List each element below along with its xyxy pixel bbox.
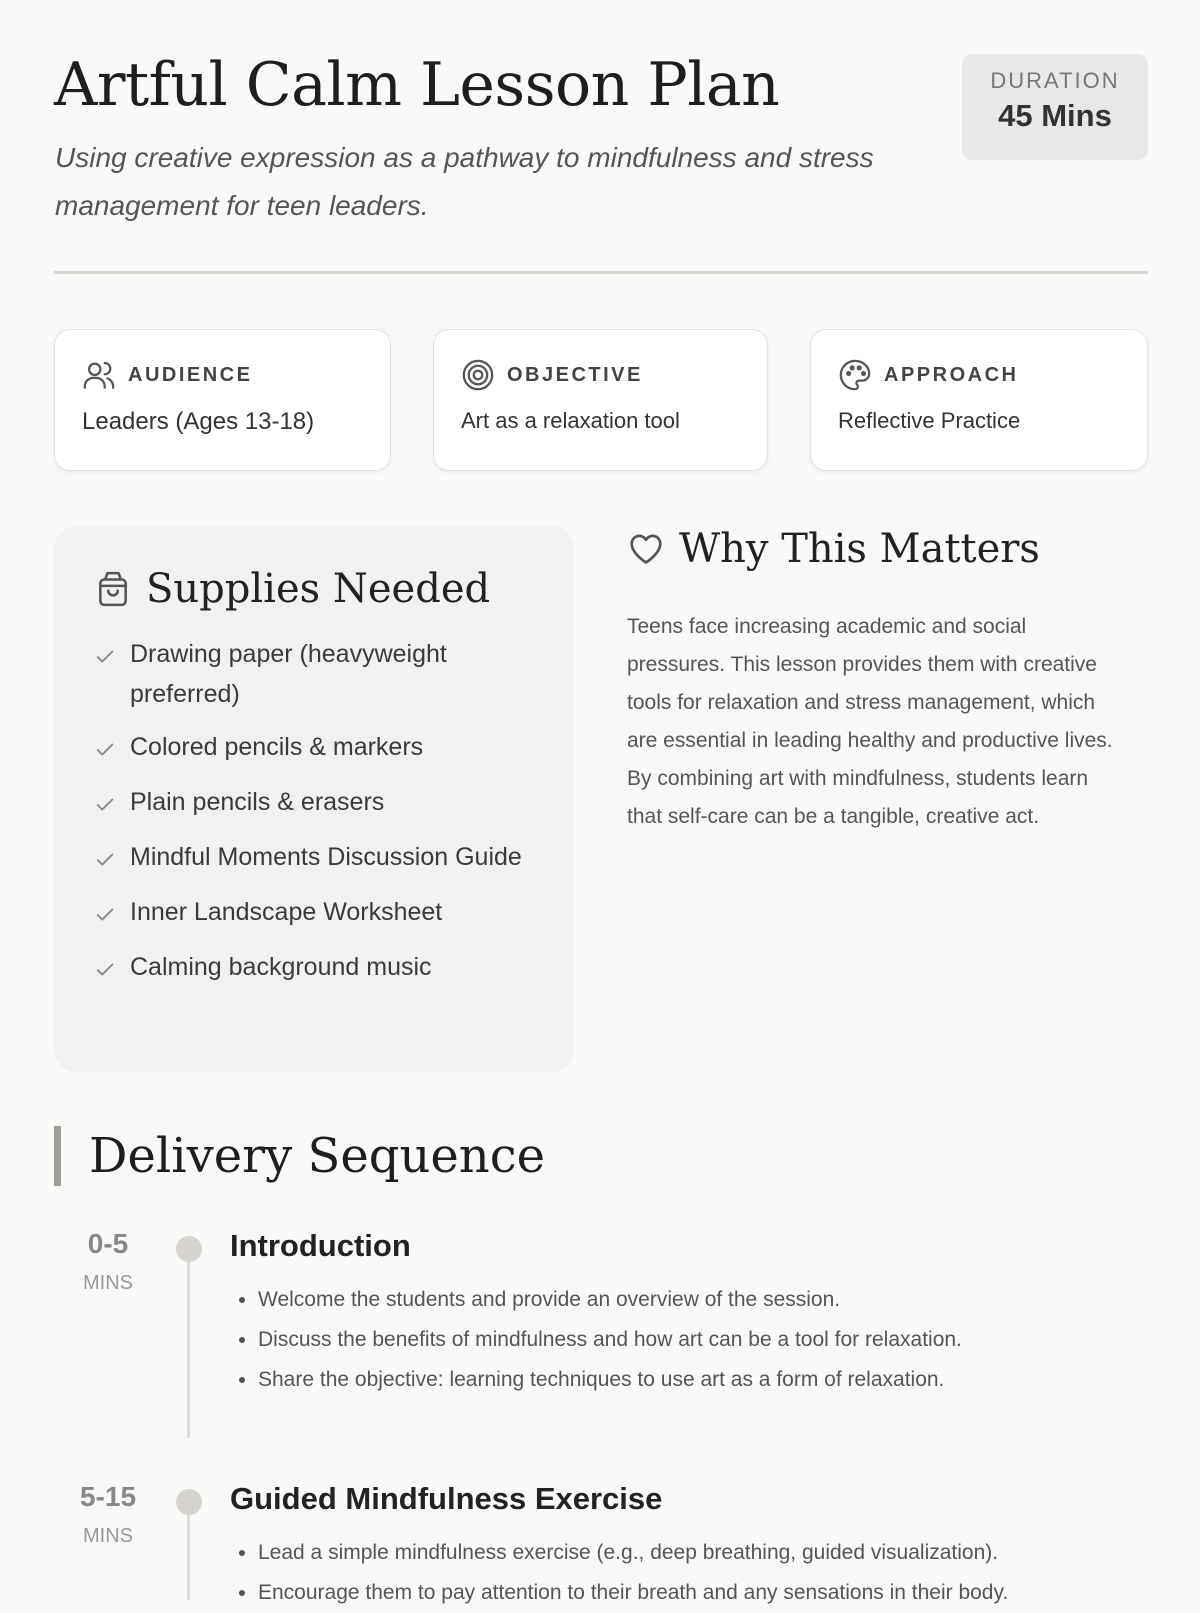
page-title: Artful Calm Lesson Plan	[54, 50, 780, 120]
list-item	[94, 947, 534, 989]
supply-text: Calming background music	[130, 953, 432, 981]
supply-text: Inner Landscape Worksheet	[130, 898, 443, 926]
timeline-dot	[176, 1489, 202, 1515]
shopping-bag-icon	[94, 570, 132, 608]
supplies-title: Supplies Needed	[146, 566, 491, 612]
step-points	[230, 1280, 1150, 1400]
step-time	[54, 1228, 162, 1295]
duration-badge	[962, 54, 1148, 160]
approach-value: Reflective Practice	[838, 408, 1021, 433]
delivery-title: Delivery Sequence	[54, 1126, 545, 1186]
approach-card	[810, 329, 1148, 471]
step-time-unit: MINS	[83, 1525, 133, 1547]
list-item	[94, 837, 534, 879]
duration-value: 45 Mins	[998, 98, 1112, 133]
list-item: • Discuss the benefits of mindfulness and how art can be a tool for relaxation.	[258, 1320, 1150, 1360]
step-body	[230, 1481, 1150, 1613]
step-time-range: 0-5	[87, 1228, 129, 1259]
step-time-range: 5-15	[79, 1481, 137, 1512]
timeline-line	[187, 1238, 190, 1438]
supply-text: Colored pencils & markers	[130, 733, 424, 761]
supplies-panel	[54, 526, 574, 1072]
timeline-dot	[176, 1236, 202, 1262]
step-time-unit: MINS	[83, 1272, 133, 1294]
step-time	[54, 1481, 162, 1548]
check-icon	[94, 904, 116, 926]
users-icon	[82, 358, 116, 392]
step-title: Introduction	[230, 1228, 411, 1263]
list-item	[94, 782, 534, 824]
timeline-line	[187, 1500, 190, 1600]
list-item: • Lead a simple mindfulness exercise (e.g., deep breathing, guided visualization).	[258, 1533, 1150, 1573]
step-title: Guided Mindfulness Exercise	[230, 1481, 663, 1516]
objective-card	[433, 329, 768, 471]
objective-value: Art as a relaxation tool	[461, 408, 680, 433]
supply-text: Drawing paper (heavyweight preferred)	[130, 640, 447, 708]
why-body: Teens face increasing academic and social pressures. This lesson provides them with creative tools for relaxation and stress management, which are essential in leading healthy and productive lives. By combining art with mindfulness, students learn that self-care can be a tangible, creative act.	[627, 615, 1113, 828]
step-body	[230, 1228, 1150, 1400]
palette-icon	[838, 358, 872, 392]
objective-label: OBJECTIVE	[507, 363, 643, 386]
check-icon	[94, 849, 116, 871]
step-points	[230, 1533, 1150, 1613]
why-title: Why This Matters	[679, 526, 1040, 572]
list-item: • Welcome the students and provide an overview of the session.	[258, 1280, 1150, 1320]
check-icon	[94, 794, 116, 816]
page-subtitle: Using creative expression as a pathway to mindfulness and stress management for teen leaders.	[55, 142, 874, 221]
heart-icon	[627, 530, 665, 568]
why-section	[627, 526, 1127, 836]
approach-label: APPROACH	[884, 363, 1019, 386]
target-icon	[461, 358, 495, 392]
list-item	[94, 634, 534, 714]
check-icon	[94, 959, 116, 981]
list-item: • Share the objective: learning techniques to use art as a form of relaxation.	[258, 1360, 1150, 1400]
audience-label: AUDIENCE	[128, 363, 253, 386]
supply-text: Plain pencils & erasers	[130, 788, 385, 816]
header-divider	[54, 271, 1148, 274]
supplies-list	[94, 634, 534, 989]
list-item	[94, 892, 534, 934]
check-icon	[94, 739, 116, 761]
check-icon	[94, 646, 116, 668]
audience-card	[54, 329, 391, 471]
supply-text: Mindful Moments Discussion Guide	[130, 843, 522, 871]
audience-value: Leaders (Ages 13-18)	[82, 408, 315, 435]
list-item: • Encourage them to pay attention to their breath and any sensations in their body.	[258, 1573, 1150, 1613]
duration-label: DURATION	[990, 68, 1120, 93]
list-item	[94, 727, 534, 769]
